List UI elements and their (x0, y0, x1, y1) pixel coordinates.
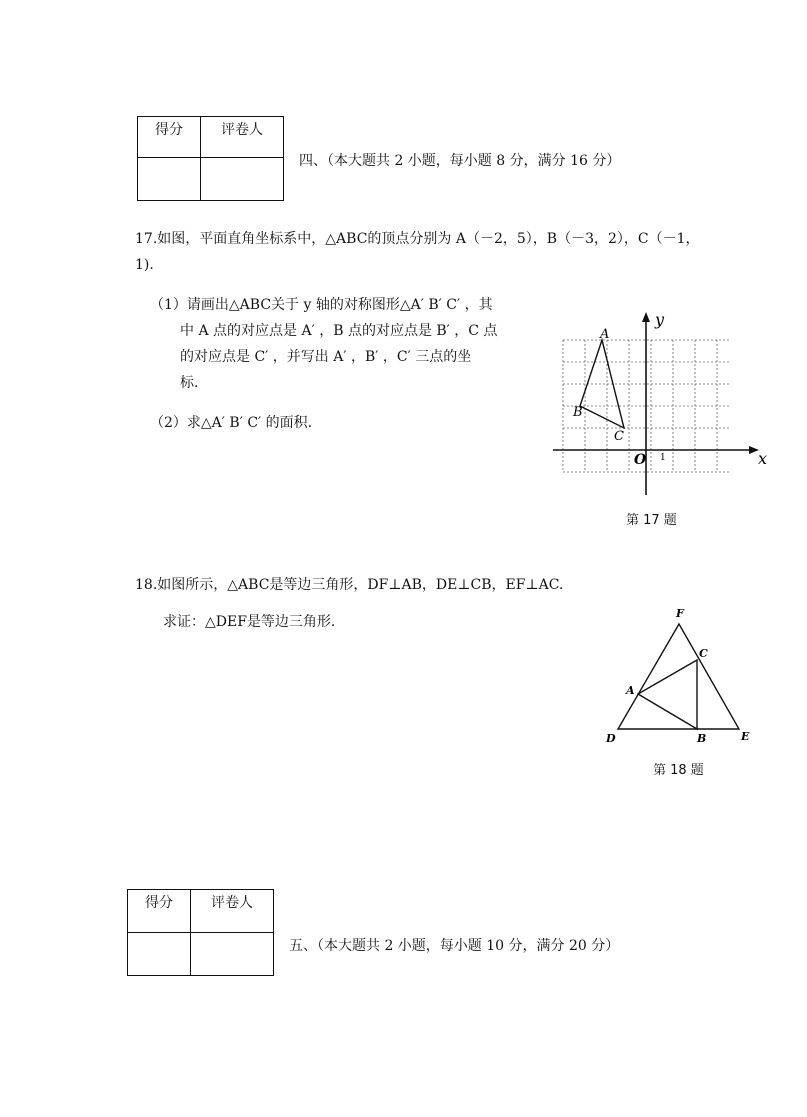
q18-line1: 18.如图所示，△ABC是等边三角形，DF⊥AB，DE⊥CB，EF⊥AC. (135, 577, 564, 593)
q17-figure (545, 305, 775, 535)
q18-caption: 第 18 题 (653, 763, 704, 778)
score-table (137, 116, 284, 201)
q17-part1-line3: 的对应点是 C′ ，并写出 A′ ，B′ ，C′ 三点的坐 (180, 349, 472, 365)
vertex-a-label: A (600, 327, 610, 342)
grader-cell[interactable] (191, 933, 274, 976)
q18-figure (600, 602, 760, 752)
grader-header: 评卷人 (201, 117, 284, 158)
origin-label: O (634, 452, 647, 468)
point-d-label: D (606, 732, 616, 745)
triangle-def (618, 624, 739, 729)
score-header: 得分 (128, 890, 191, 933)
triangle-abc (638, 660, 697, 729)
q17-caption: 第 17 题 (626, 513, 677, 528)
y-axis-label: y (655, 310, 665, 329)
score-header: 得分 (138, 117, 201, 158)
unit-tick-label: 1 (660, 453, 666, 463)
score-cell[interactable] (138, 158, 201, 201)
grader-cell[interactable] (201, 158, 284, 201)
vertex-b-label: B (573, 405, 583, 420)
q17-part1-line2: 中 A 点的对应点是 A′ ，B 点的对应点是 B′ ，C 点 (180, 323, 498, 339)
q17-part2: （2）求△A′ B′ C′ 的面积. (150, 415, 313, 431)
q17-part1-line1: （1）请画出△ABC关于 y 轴的对称图形△A′ B′ C′ ，其 (150, 297, 493, 313)
grader-header: 评卷人 (191, 890, 274, 933)
section-5-title: 五、（本大题共 2 小题，每小题 10 分，满分 20 分） (289, 938, 620, 954)
q17-part1-line4: 标. (180, 375, 199, 391)
q18-proof: 求证：△DEF是等边三角形. (163, 614, 336, 630)
vertex-c-label: C (614, 429, 624, 444)
x-axis-label: x (758, 449, 768, 468)
point-a-label: A (626, 684, 635, 697)
section-4-title: 四、（本大题共 2 小题，每小题 8 分，满分 16 分） (299, 153, 621, 169)
point-e-label: E (741, 730, 750, 743)
score-table (127, 889, 274, 976)
q17-line2: 1). (135, 257, 154, 273)
grid (563, 340, 731, 472)
point-f-label: F (676, 607, 684, 620)
score-cell[interactable] (128, 933, 191, 976)
q17-line1: 17.如图，平面直角坐标系中，△ABC的顶点分别为 A（－2，5），B（－3，2），C（－1， (135, 231, 700, 247)
triangle-abc (580, 340, 624, 428)
point-b-label: B (697, 732, 707, 745)
point-c-label: C (699, 647, 708, 660)
y-axis-arrow-icon (642, 312, 650, 322)
